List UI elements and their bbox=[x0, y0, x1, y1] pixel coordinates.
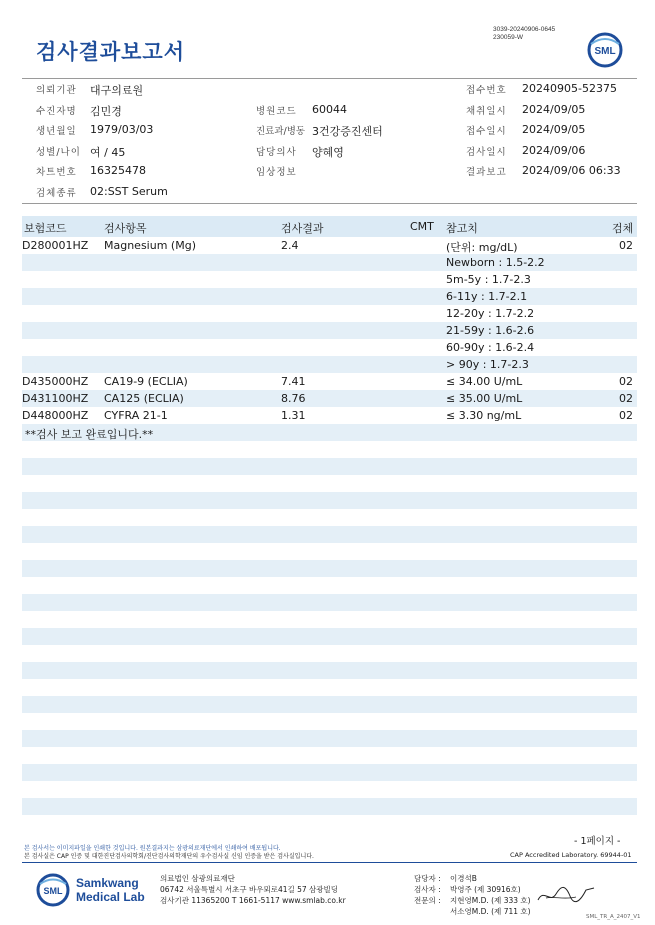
cell-ref: > 90y : 1.7-2.3 bbox=[446, 358, 529, 371]
document-code-line1: 3039-20240906-0645 bbox=[493, 26, 556, 33]
table-stripe bbox=[22, 492, 637, 509]
table-row bbox=[22, 356, 637, 373]
org-address: 06742 서울특별시 서초구 바우뫼로41길 57 삼광빌딩 bbox=[160, 885, 339, 894]
certification-notice: 본 검사실은 CAP 인증 및 대한진단검사의학회/진단검사의학재단의 우수검사실 신임 인증을 받은 검사실입니다. bbox=[24, 853, 314, 860]
cell-code: D280001HZ bbox=[22, 239, 89, 252]
table-row bbox=[22, 288, 637, 305]
cell-result: 2.4 bbox=[281, 239, 299, 252]
cell-code: D435000HZ bbox=[22, 375, 89, 388]
report-title: 검사결과보고서 bbox=[36, 40, 186, 64]
specialist-label: 전문의 : bbox=[414, 896, 441, 905]
col-item-header: 검사항목 bbox=[104, 222, 147, 235]
footer-divider bbox=[22, 862, 637, 863]
collect-label: 채취일시 bbox=[466, 105, 507, 117]
tester-label: 검사자 : bbox=[414, 885, 441, 894]
brand-line1: Samkwang bbox=[76, 876, 139, 890]
sex-age-label: 성별/나이 bbox=[36, 146, 81, 158]
doctor-label: 담당의사 bbox=[256, 146, 297, 158]
table-stripe bbox=[22, 696, 637, 713]
cell-ref: 6-11y : 1.7-2.1 bbox=[446, 290, 528, 303]
table-row bbox=[22, 407, 637, 424]
table-stripe bbox=[22, 594, 637, 611]
receive-value: 2024/09/05 bbox=[522, 123, 586, 137]
sml-footer-logo-text: SML bbox=[43, 886, 63, 896]
organization-info bbox=[160, 873, 346, 906]
info-row-6 bbox=[22, 182, 637, 203]
signature-image bbox=[536, 880, 596, 910]
results-table-header bbox=[22, 216, 637, 237]
specialist1-value: 지현영M.D. (제 333 호) bbox=[450, 896, 531, 905]
col-specimen-header: 검체 bbox=[612, 222, 634, 235]
report-value: 2024/09/06 06:33 bbox=[522, 164, 621, 178]
cell-ref: 21-59y : 1.6-2.6 bbox=[446, 324, 535, 337]
cell-ref: 60-90y : 1.6-2.4 bbox=[446, 341, 535, 354]
patient-value: 김민경 bbox=[90, 104, 122, 118]
sml-logo bbox=[587, 32, 623, 68]
cell-specimen: 02 bbox=[619, 239, 633, 252]
table-stripe bbox=[22, 662, 637, 679]
table-stripe bbox=[22, 798, 637, 815]
cell-ref: ≤ 35.00 U/mL bbox=[446, 392, 523, 405]
cell-item: Magnesium (Mg) bbox=[104, 239, 196, 252]
test-date-value: 2024/09/06 bbox=[522, 143, 586, 157]
table-stripe bbox=[22, 526, 637, 543]
charge-value: 이경석B bbox=[450, 874, 477, 883]
info-divider bbox=[22, 203, 637, 204]
patient-label: 수진자명 bbox=[36, 105, 77, 117]
patient-info bbox=[22, 79, 637, 203]
chart-no-label: 차트번호 bbox=[36, 167, 77, 179]
institution-value: 대구의료원 bbox=[90, 84, 144, 97]
test-date-label: 검사일시 bbox=[466, 146, 507, 158]
table-stripe bbox=[22, 560, 637, 577]
org-contact: 검사기관 11365200 T 1661-5117 www.smlab.co.kr bbox=[160, 896, 346, 905]
page-number: - 1페이지 - bbox=[574, 836, 621, 847]
brand-name bbox=[76, 876, 145, 904]
tester-value: 박영주 (제 30916호) bbox=[450, 885, 521, 894]
dept-value: 3건강증진센터 bbox=[312, 125, 383, 139]
org-name: 의료법인 삼광의료재단 bbox=[160, 874, 235, 883]
info-row-4 bbox=[22, 141, 637, 162]
receipt-no-label: 접수번호 bbox=[466, 85, 507, 96]
doctor-value: 양혜영 bbox=[312, 145, 344, 159]
image-notice: 본 검사서는 이미지파일을 인쇄한 것입니다. 원본결과지는 삼광의료재단에서 인쇄하여 배포됩니다. bbox=[24, 845, 281, 852]
receipt-no-value: 20240905-52375 bbox=[522, 82, 617, 95]
completion-note-text: **검사 보고 완료입니다.** bbox=[25, 428, 154, 441]
chart-no-value: 16325478 bbox=[90, 164, 146, 178]
cell-item: CA19-9 (ECLIA) bbox=[104, 375, 188, 388]
col-cmt-header: CMT bbox=[410, 220, 434, 233]
sex-age-value: 여 / 45 bbox=[90, 145, 126, 159]
table-row bbox=[22, 322, 637, 339]
dob-label: 생년월일 bbox=[36, 126, 77, 138]
table-row bbox=[22, 271, 637, 288]
cap-accreditation: CAP Accredited Laboratory. 69944-01 bbox=[510, 851, 632, 859]
table-row bbox=[22, 390, 637, 407]
cell-item: CA125 (ECLIA) bbox=[104, 392, 184, 405]
hospital-code-label: 병원코드 bbox=[256, 105, 297, 117]
clinical-label: 임상정보 bbox=[256, 167, 297, 179]
specimen-value: 02:SST Serum bbox=[90, 184, 168, 198]
cell-ref: ≤ 3.30 ng/mL bbox=[446, 409, 522, 422]
table-stripe bbox=[22, 458, 637, 475]
dob-value: 1979/03/03 bbox=[90, 123, 154, 137]
cell-specimen: 02 bbox=[619, 375, 633, 388]
table-stripe bbox=[22, 628, 637, 645]
col-ref-header: 참고치 bbox=[446, 222, 478, 235]
cell-ref: 5m-5y : 1.7-2.3 bbox=[446, 273, 531, 286]
info-row-2 bbox=[22, 100, 637, 121]
table-row bbox=[22, 305, 637, 322]
form-id: SML_TR_A_2407_V1 bbox=[586, 914, 641, 920]
cell-specimen: 02 bbox=[619, 392, 633, 405]
cell-code: D431100HZ bbox=[22, 392, 89, 405]
specimen-label: 검체종류 bbox=[36, 187, 77, 199]
info-row-3 bbox=[22, 120, 637, 141]
document-code-line2: 230059-W bbox=[493, 34, 523, 41]
report-label: 결과보고 bbox=[466, 167, 507, 179]
cell-ref: 12-20y : 1.7-2.2 bbox=[446, 307, 535, 320]
cell-result: 8.76 bbox=[281, 392, 306, 405]
brand-line2: Medical Lab bbox=[76, 890, 145, 904]
specialist2-value: 서소영M.D. (제 711 호) bbox=[450, 907, 531, 916]
cell-code: D448000HZ bbox=[22, 409, 89, 422]
sml-logo-text: SML bbox=[594, 46, 616, 57]
table-row bbox=[22, 237, 637, 254]
hospital-code-value: 60044 bbox=[312, 102, 347, 116]
cell-item: CYFRA 21-1 bbox=[104, 409, 168, 422]
info-row-5 bbox=[22, 161, 637, 182]
table-stripe bbox=[22, 764, 637, 781]
info-row-1 bbox=[22, 79, 637, 100]
completion-note bbox=[22, 424, 637, 441]
cell-ref: ≤ 34.00 U/mL bbox=[446, 375, 523, 388]
document-code bbox=[493, 26, 555, 42]
institution-label: 의뢰기관 bbox=[36, 85, 77, 96]
cell-ref: Newborn : 1.5-2.2 bbox=[446, 256, 545, 269]
receive-label: 접수일시 bbox=[466, 126, 507, 138]
col-code-header: 보험코드 bbox=[24, 222, 67, 235]
table-row bbox=[22, 254, 637, 271]
sml-footer-logo bbox=[36, 873, 70, 907]
dept-label: 진료과/병동 bbox=[256, 126, 306, 138]
table-row bbox=[22, 339, 637, 356]
charge-label: 담당자 : bbox=[414, 874, 441, 883]
cell-ref: (단위: mg/dL) bbox=[446, 241, 518, 254]
cell-result: 1.31 bbox=[281, 409, 306, 422]
cell-specimen: 02 bbox=[619, 409, 633, 422]
collect-value: 2024/09/05 bbox=[522, 102, 586, 116]
table-stripe bbox=[22, 730, 637, 747]
table-row bbox=[22, 373, 637, 390]
col-result-header: 검사결과 bbox=[281, 222, 324, 235]
cell-result: 7.41 bbox=[281, 375, 306, 388]
